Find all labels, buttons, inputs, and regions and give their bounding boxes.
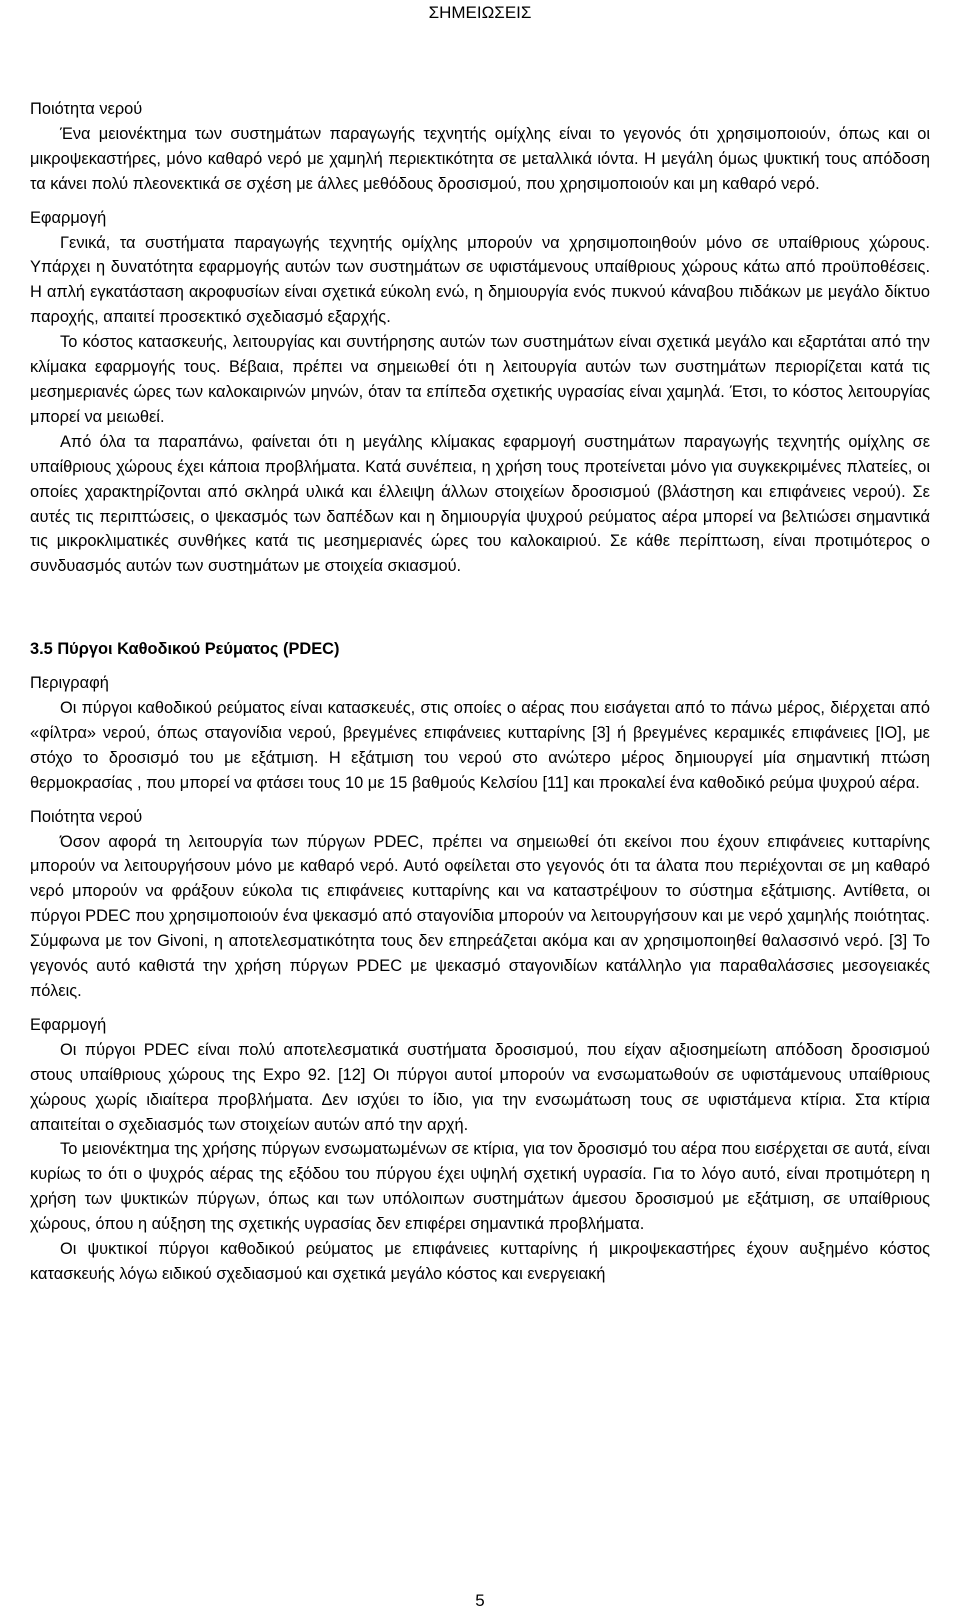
paragraph: Ένα μειονέκτημα των συστημάτων παραγωγής τεχνητής ομίχλης είναι το γεγονός ότι χρησιμοποιούν, όπως και οι μικροψεκαστήρες, μόνο καθαρό νερό με χαμηλή περιεκτικότητα σε μεταλλικά ιόντα. Η μεγάλη όμως ψυκτική τους απόδοση τα κάνει πολύ πλεονεκτικά σε σχέση με άλλες μεθόδους δροσισμού, που χρησιμοποιούν και μη καθαρό νερό. (30, 124, 930, 193)
spacer (30, 1004, 930, 1013)
paragraph: Το μειονέκτημα της χρήσης πύργων ενσωματωμένων σε κτίρια, για τον δροσισμό του αέρα που εισέρχεται σε αυτά, είναι κυρίως το ότι ο ψυχρός αέρας της εξόδου του πύργου έχει υψηλή σχετική υγρασία. Για το λόγο αυτό, είναι προτιμότερη η χρήση των ψυκτικών πύργων, όπως και των υπόλοιπων συστημάτων άμεσου δροσισμού με εξάτμιση, σε υπαίθριους χώρους, όπου η αύξηση της σχετικής υγρασίας δεν επιφέρει σημαντικά προβλήματα. (30, 1140, 930, 1234)
document-body (30, 97, 930, 1287)
page-number: 5 (475, 1591, 485, 1610)
spacer (30, 662, 930, 671)
paragraph: Το κόστος κατασκευής, λειτουργίας και συντήρησης αυτών των συστημάτων είναι σχετικά μεγάλο και εξαρτάται από την κλίμακα εφαρμογής τους. Βέβαια, πρέπει να σημειωθεί ότι η λειτουργία αυτών των συστημάτων περιορίζεται κατά τις μεσημεριανές ώρες των καλοκαιρινών μηνών, όταν τα επίπεδα σχετικής υγρασίας είναι χαμηλά. Έτσι, το κόστος λειτουργίας μπορεί να μειωθεί. (30, 333, 930, 426)
subheading-description: Περιγραφή (30, 674, 109, 693)
running-header: ΣΗΜΕΙΩΣΕΙΣ (428, 3, 532, 22)
paragraph: Από όλα τα παραπάνω, φαίνεται ότι η μεγάλης κλίμακας εφαρμογή συστημάτων παραγωγής τεχνητής ομίχλης σε υπαίθριους χώρους έχει κάποια προβλήματα. Κατά συνέπεια, η χρήση τους προτείνεται μόνο για συγκεκριμένες πλατείες, οι οποίες χαρακτηρίζονται από σκληρά υλικά και έλλειψη άλλων στοιχείων δροσισμού (βλάστηση και επιφάνειες νερού). Σε αυτές τις περιπτώσεις, ο ψεκασμός των δαπέδων και η δημιουργία ψυχρού ρεύματος αέρα μπορεί να βελτιώσει σημαντικά τις μικροκλιματικές συνθήκες κατά τις μεσημεριανές ώρες του καλοκαιριού. Σε κάθε περίπτωση, είναι προτιμότερος ο συνδυασμός αυτών των συστημάτων με στοιχεία σκιασμού. (30, 432, 930, 576)
section-title: 3.5 Πύργοι Καθοδικού Ρεύματος (PDEC) (30, 640, 340, 659)
subheading-water-quality: Ποιότητα νερού (30, 100, 143, 118)
paragraph: Όσον αφορά τη λειτουργία των πύργων PDEC, πρέπει να σημειωθεί ότι εκείνοι που έχουν επιφάνειες κυτταρίνης μπορούν να λειτουργήσουν μόνο με καθαρό νερό. Αυτό οφείλεται στο γεγονός ότι τα άλατα που περιέχονται σε μη καθαρό νερό μπορούν να φράξουν εύκολα τις επιφάνειες κυτταρίνης και να καταστρέψουν το σύστημα εξάτμισης. Αντίθετα, οι πύργοι PDEC που χρησιμοποιούν ένα ψεκασμό από σταγονίδια μπορούν να λειτουργήσουν και με νερό χαμηλής ποιότητας. Σύμφωνα με τον Givoni, η αποτελεσματικότητα τους δεν επηρεάζεται ακόμα και αν χρησιμοποιηθεί θαλασσινό νερό. [3] Το γεγονός αυτό καθιστά την χρήση πύργων PDEC με ψεκασμό σταγονιδίων κατάλληλο για παραθαλάσσιες μεσογειακές πόλεις. (30, 832, 930, 1000)
paragraph: Οι ψυκτικοί πύργοι καθοδικού ρεύματος με επιφάνειες κυτταρίνης ή μικροψεκαστήρες έχουν αυξημένο κόστος κατασκευής λόγω ειδικού σχεδιασμού και σχετικά μεγάλο κόστος και ενεργειακή (30, 1240, 930, 1283)
paragraph: Γενικά, τα συστήματα παραγωγής τεχνητής ομίχλης μπορούν να χρησιμοποιηθούν μόνο σε υπαίθριους χώρους. Υπάρχει η δυνατότητα εφαρμογής αυτών των συστημάτων σε υφιστάμενους υπαίθριους χώρους κάτω από προϋποθέσεις. Η απλή εγκατάσταση ακροφυσίων είναι σχετικά εύκολη ενώ, η δημιουργία ενός πυκνού κάναβου πιδάκων με μεγάλο δίκτυο παροχής, απαιτεί προσεκτικό σχεδιασμό εξαρχής. (30, 233, 930, 327)
paragraph: Οι πύργοι καθοδικού ρεύματος είναι κατασκευές, στις οποίες ο αέρας που εισάγεται από το πάνω μέρος, διέρχεται από «φίλτρα» νερού, όπως σταγονίδια νερού, βρεγμένες επιφάνειες κυτταρίνης [3] ή βρεγμένες κεραμικές επιφάνειες [ΙΟ], με στόχο το δροσισμό του με εξάτμιση. Η εξάτμιση του νερού στο ανώτερο μέρος δημιουργεί μία σημαντική πτώση θερμοκρασίας , που μπορεί να φτάσει τους 10 με 15 βαθμούς Κελσίου [11] και προκαλεί ένα καθοδικό ρεύμα ψυχρού αέρα. (30, 699, 930, 792)
paragraph: Οι πύργοι PDEC είναι πολύ αποτελεσματικά συστήματα δροσισμού, που είχαν αξιοσημείωτη απόδοση δροσισμού στους υπαίθριους χώρους της Expo 92. [12] Οι πύργοι αυτοί μπορούν να ενσωματωθούν σε υφιστάμενους υπαίθριους χώρους χωρίς ιδιαίτερα προβλήματα. Δεν ισχύει το ίδιο, για την ενσωμάτωση τους σε υφιστάμενα κτίρια. Στα κτίρια απαιτείται ο σχεδιασμός των στοιχείων αυτών από την αρχή. (30, 1040, 930, 1134)
subheading-water-quality: Ποιότητα νερού (30, 807, 143, 826)
spacer (30, 796, 930, 805)
subheading-application: Εφαρμογή (30, 208, 107, 227)
subheading-application: Εφαρμογή (30, 1015, 107, 1034)
spacer (30, 197, 930, 206)
spacer (30, 579, 930, 637)
